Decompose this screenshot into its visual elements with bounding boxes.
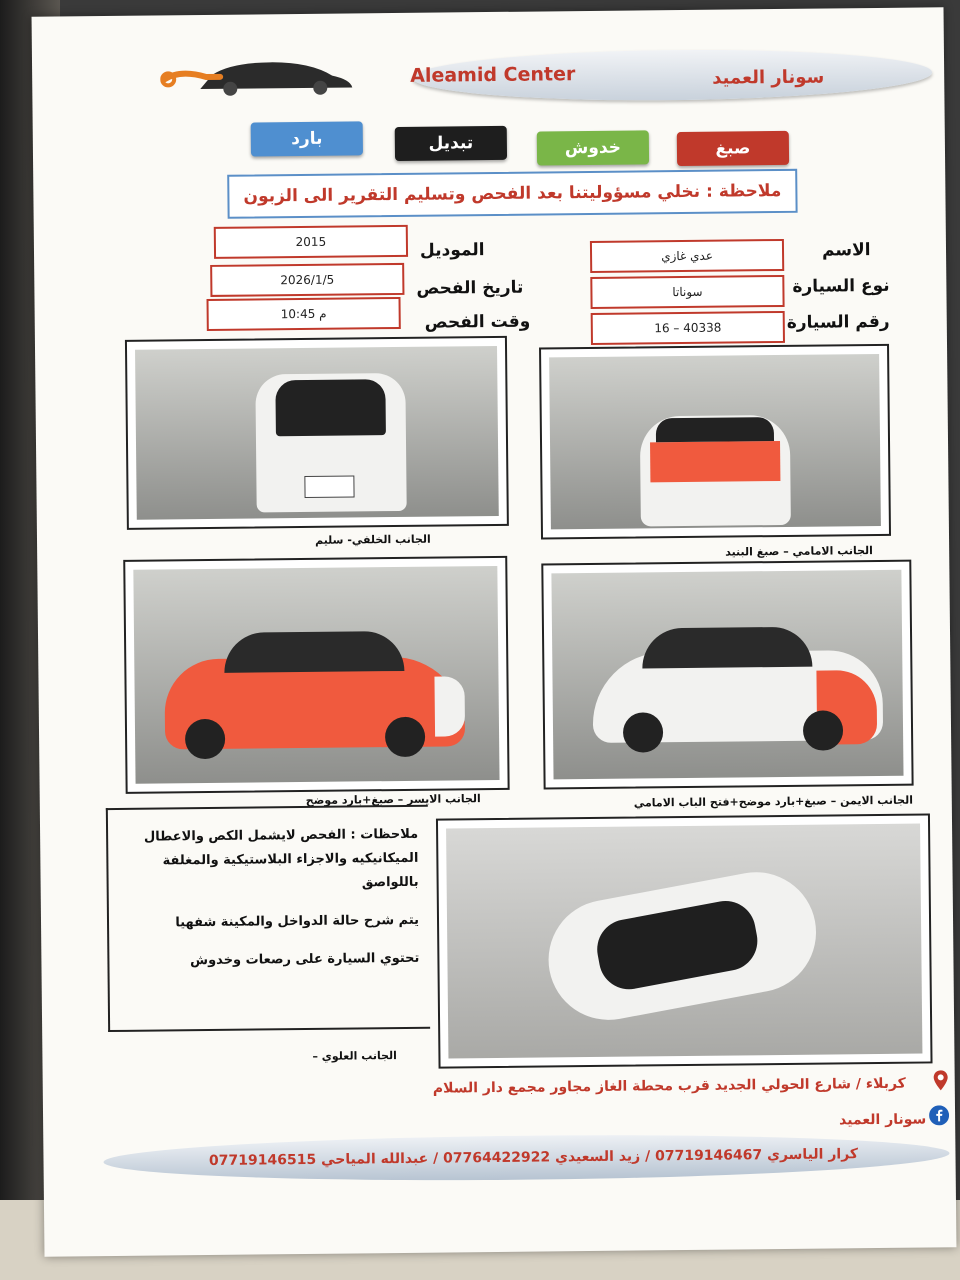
rear-caption: الجانب الخلفي- سليم <box>314 532 431 547</box>
remark-line: باللواصق <box>361 874 419 891</box>
disclaimer-note: ملاحظة : نخلي مسؤوليتنا بعد الفحص وتسليم التقرير الى الزبون <box>227 169 797 219</box>
top-photo <box>436 813 933 1068</box>
plate-label: رقم السيارة <box>786 311 890 333</box>
brand-name-en: Aleamid Center <box>410 63 576 87</box>
time-value: 10:45 م <box>206 297 400 331</box>
date-value: 2026/1/5 <box>210 263 404 297</box>
remark-line: يتم شرح حالة الدواخل والمكينة شفهيا <box>175 912 420 931</box>
inspection-report-sheet <box>32 7 957 1256</box>
right-side-caption: الجانب الايمن – صبغ+بارد موضح+فتح الباب الامامي <box>633 793 914 810</box>
address-text: كربلاء / شارع الحولي الجديد قرب محطة الغاز مجاور مجمع دار السلام <box>432 1075 906 1097</box>
car-type-value: سوناتا <box>590 275 784 309</box>
model-value: 2015 <box>214 225 408 259</box>
name-label: الاسم <box>821 240 871 261</box>
contact-phones: كرار الياسري 07719146467 / زيد السعيدي 07764422922 / عبدالله المياحي 07719146515 <box>208 1146 859 1170</box>
time-label: وقت الفحص <box>424 311 531 333</box>
facebook-icon <box>929 1105 949 1125</box>
right-side-photo <box>541 560 913 790</box>
plate-value: 16 – 40338 <box>591 311 785 345</box>
location-pin-icon <box>933 1069 949 1091</box>
front-caption: الجانب الامامي – صبغ البنيد <box>725 544 874 559</box>
remark-line: تحتوي السيارة على رصعات وخدوش <box>190 950 420 969</box>
remark-line: الميكانيكيه والاجزاء البلاستيكية والمغلفة <box>162 850 419 869</box>
left-side-photo <box>123 556 509 794</box>
legend-replace-tag: تبديل <box>395 126 507 161</box>
model-label: الموديل <box>419 240 485 261</box>
front-photo <box>539 344 891 540</box>
left-side-caption: الجانب الايسر – صبغ+بارد موضح <box>305 792 481 807</box>
legend-cold-tag: بارد <box>251 121 363 156</box>
legend-paint-tag: صبغ <box>677 131 789 166</box>
top-caption: الجانب العلوي – <box>312 1049 397 1063</box>
rear-photo <box>125 336 509 530</box>
date-label: تاريخ الفحص <box>416 277 524 299</box>
car-type-label: نوع السيارة <box>792 275 890 297</box>
facebook-page-name: سونار العميد <box>839 1111 927 1129</box>
remark-line: ملاحظات : الفحص لايشمل الكص والاعطال <box>143 826 419 845</box>
remarks-box <box>106 805 430 1032</box>
brand-name-ar: سونار العميد <box>712 66 825 89</box>
name-value: عدي غازي <box>590 239 784 273</box>
car-wrench-logo-icon <box>160 53 360 99</box>
legend-scratch-tag: خدوش <box>537 130 649 165</box>
